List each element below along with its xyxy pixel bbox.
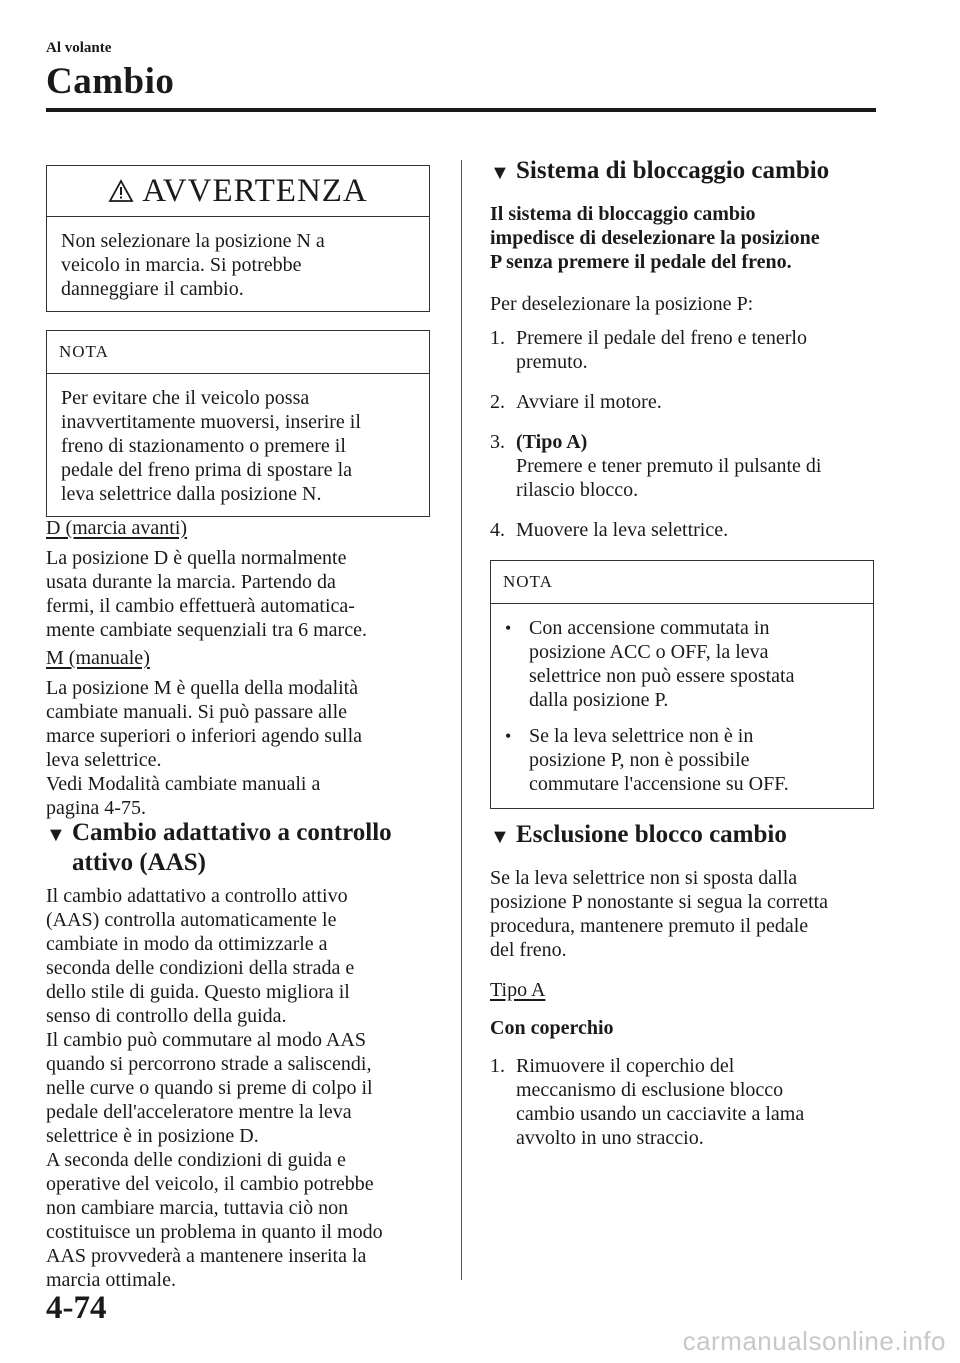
text-line: leva selettrice dalla posizione N. [61, 483, 322, 505]
m-section [46, 646, 446, 820]
text-line: seconda delle condizioni della strada e [46, 957, 355, 979]
aas-heading [46, 818, 446, 878]
text-line: Il sistema di bloccaggio cambio [490, 203, 756, 225]
text-line: (AAS) controlla automaticamente le [46, 909, 337, 931]
text-line: selettrice non può essere spostata [529, 665, 795, 687]
text-line: procedura, mantenere premuto il pedale [490, 915, 809, 937]
d-heading: D (marcia avanti) [46, 517, 188, 539]
text-line: operative del veicolo, il cambio potrebbe [46, 1173, 374, 1195]
release-step [490, 1054, 890, 1150]
text-line: Premere il pedale del freno e tenerlo [516, 327, 807, 349]
text-line: freno di stazionamento o premere il [61, 435, 346, 457]
d-section [46, 516, 446, 642]
text-line: commutare l'accensione su OFF. [529, 773, 789, 795]
page-title: Cambio [46, 61, 175, 102]
list-item [505, 724, 863, 796]
text-line: premuto. [516, 351, 588, 373]
step-number: 1. [490, 327, 505, 349]
text-line: dalla posizione P. [529, 689, 669, 711]
heading-line: Sistema di bloccaggio cambio [516, 157, 830, 184]
text-line: P senza premere il pedale del freno. [490, 251, 792, 273]
warning-header [47, 166, 429, 217]
text-line: pedale del freno prima di spostare la [61, 459, 352, 481]
step-item [490, 430, 890, 502]
text-line: Se la leva selettrice non è in [529, 725, 754, 747]
text-line: Non selezionare la posizione N a [61, 230, 325, 252]
text-line: costituisce un problema in quanto il modo [46, 1221, 383, 1243]
bullet: • [505, 726, 512, 746]
note-text [47, 374, 429, 516]
text-line: fermi, il cambio effettuerà automatica- [46, 595, 355, 617]
lock-heading [490, 156, 890, 188]
text-line: veicolo in marcia. Si potrebbe [61, 254, 302, 276]
text-line: inavvertitamente muoversi, inserire il [61, 411, 361, 433]
text-line: La posizione D è quella normalmente [46, 547, 347, 569]
step-item [490, 1054, 890, 1150]
text-line: Il cambio può commutare al modo AAS [46, 1029, 366, 1051]
text-line: posizione ACC o OFF, la leva [529, 641, 769, 663]
lock-intro [490, 202, 890, 274]
text-line: rilascio blocco. [516, 479, 639, 501]
text-line: Vedi Modalità cambiate manuali a [46, 773, 321, 795]
text-line: pagina 4-75. [46, 797, 146, 819]
column-divider [461, 160, 462, 1280]
note-heading: NOTA [47, 331, 429, 374]
warning-box [46, 165, 430, 312]
note-heading: NOTA [491, 561, 873, 604]
text-line: cambiate manuali. Si può passare alle [46, 701, 348, 723]
text-line: Se la leva selettrice non si sposta dalla [490, 867, 798, 889]
text-line: impedisce di deselezionare la posizione [490, 227, 820, 249]
text-line: non cambiare marcia, tuttavia ciò non [46, 1197, 349, 1219]
heading-line: Cambio adattativo a controllo [72, 819, 392, 846]
warning-triangle-icon [108, 179, 134, 203]
step-number: 1. [490, 1055, 505, 1077]
step-item [490, 518, 890, 542]
text-line: usata durante la marcia. Partendo da [46, 571, 336, 593]
aas-text [46, 884, 446, 1292]
text-line: del freno. [490, 939, 567, 961]
text-line: posizione P nonostante si segua la corretta [490, 891, 829, 913]
type-a-heading: Tipo A [490, 979, 546, 1001]
text-line: Il cambio adattativo a controllo attivo [46, 885, 348, 907]
triangle-down-icon: ▼ [46, 824, 66, 846]
text-line: Avviare il motore. [516, 391, 662, 413]
triangle-down-icon: ▼ [490, 826, 510, 848]
step-number: 4. [490, 519, 505, 541]
release-heading [490, 820, 890, 852]
cover-subheading: Con coperchio [490, 1017, 614, 1039]
text-line: La posizione M è quella della modalità [46, 677, 359, 699]
watermark: carmanualsonline.info [682, 1326, 946, 1356]
text-line: posizione P, non è possibile [529, 749, 750, 771]
step-item [490, 326, 890, 374]
note-list [491, 604, 873, 808]
text-line: Con accensione commutata in [529, 617, 770, 639]
lock-lead: Per deselezionare la posizione P: [490, 293, 754, 315]
heading-line: Esclusione blocco cambio [516, 821, 787, 848]
step-number: 3. [490, 431, 505, 453]
warning-text [47, 217, 429, 311]
text-line: Muovere la leva selettrice. [516, 519, 729, 541]
page-number: 4-74 [46, 1290, 107, 1326]
text-line: Rimuovere il coperchio del [516, 1055, 735, 1077]
step-item [490, 390, 890, 414]
text-line: A seconda delle condizioni di guida e [46, 1149, 346, 1171]
text-line: pedale dell'acceleratore mentre la leva [46, 1101, 352, 1123]
text-line: marce superiori o inferiori agendo sulla [46, 725, 362, 747]
step-number: 2. [490, 391, 505, 413]
text-line: cambiate in modo da ottimizzarle a [46, 933, 328, 955]
text-line: quando si percorrono strade a saliscendi, [46, 1053, 372, 1075]
text-line: mente cambiate sequenziali tra 6 marce. [46, 619, 367, 641]
release-text [490, 866, 890, 962]
text-line: marcia ottimale. [46, 1269, 176, 1291]
text-line: nelle curve o quando si preme di colpo il [46, 1077, 373, 1099]
text-line: leva selettrice. [46, 749, 162, 771]
m-heading: M (manuale) [46, 647, 150, 669]
text-line: senso di controllo della guida. [46, 1005, 287, 1027]
text-line: AAS provvederà a mantenere inserita la [46, 1245, 367, 1267]
text-line: Per evitare che il veicolo possa [61, 387, 310, 409]
warning-heading: AVVERTENZA [142, 172, 368, 209]
text-line: danneggiare il cambio. [61, 278, 244, 300]
text-line: dello stile di guida. Questo migliora il [46, 981, 350, 1003]
text-line: avvolto in uno straccio. [516, 1127, 704, 1149]
note-box [490, 560, 874, 809]
heading-line: attivo (AAS) [72, 849, 207, 876]
note-box [46, 330, 430, 517]
triangle-down-icon: ▼ [490, 162, 510, 184]
text-line: meccanismo di esclusione blocco [516, 1079, 784, 1101]
list-item [505, 616, 863, 712]
text-line: Premere e tener premuto il pulsante di [516, 455, 822, 477]
section-label: Al volante [46, 40, 112, 56]
bullet: • [505, 618, 512, 638]
title-rule [46, 108, 876, 112]
text-line: cambio usando un cacciavite a lama [516, 1103, 805, 1125]
text-line: selettrice è in posizione D. [46, 1125, 259, 1147]
lock-steps [490, 326, 890, 542]
type-label: (Tipo A) [516, 431, 588, 453]
